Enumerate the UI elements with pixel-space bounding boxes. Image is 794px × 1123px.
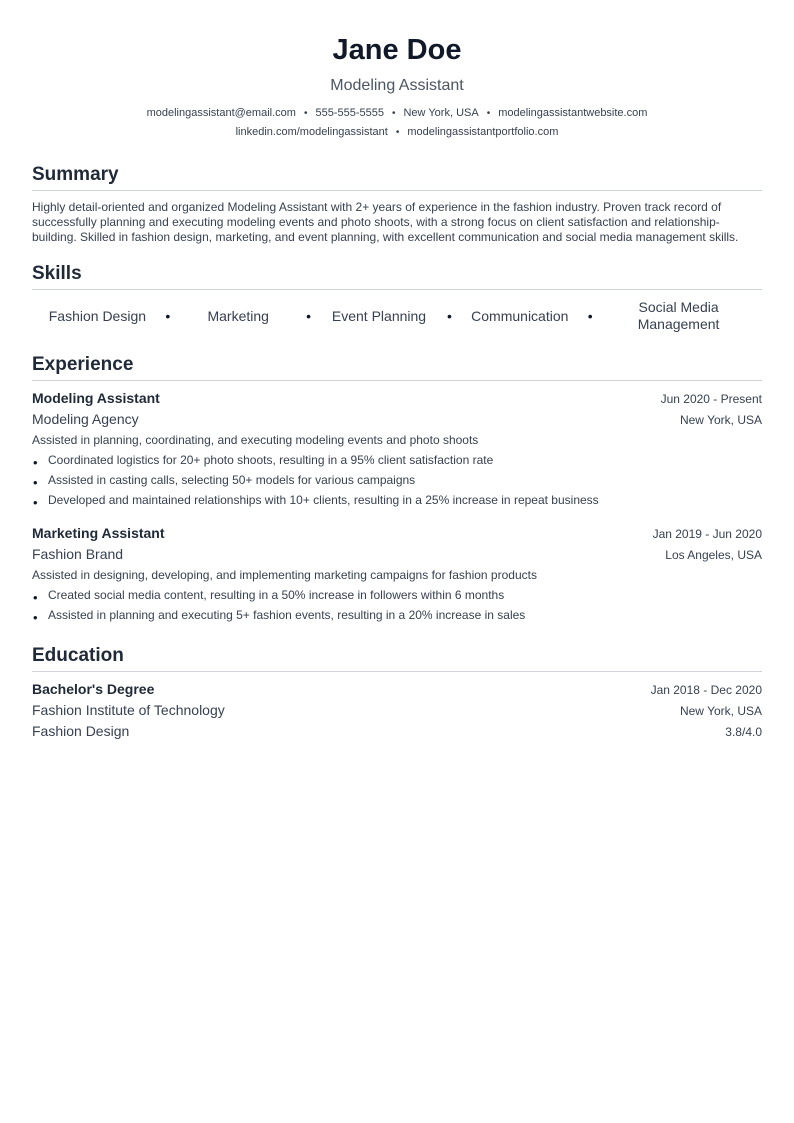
contact-separator: • (395, 127, 400, 138)
bullet-dot: • (33, 610, 38, 625)
website-link[interactable]: modelingassistantwebsite.com (498, 107, 648, 119)
list-item (32, 585, 762, 605)
job-dates: Jan 2019 - Jun 2020 (652, 527, 762, 541)
skill-separator: • (306, 308, 312, 324)
portfolio-link[interactable]: modelingassistantportfolio.com (407, 126, 559, 138)
experience-heading: Experience (32, 352, 762, 381)
degree-name: Bachelor's Degree (32, 681, 155, 697)
experience-section (32, 352, 762, 625)
achievement-text: Assisted in planning and executing 5+ fashion events, resulting in a 20% increase in sales (48, 608, 526, 622)
skills-list (32, 298, 762, 334)
summary-heading: Summary (32, 162, 762, 191)
job-location: Los Angeles, USA (665, 548, 762, 562)
job-title: Marketing Assistant (32, 525, 165, 541)
email-link[interactable]: modelingassistant@email.com (146, 107, 296, 119)
resume-page (32, 0, 762, 742)
skill-separator: • (587, 308, 593, 324)
candidate-title: Modeling Assistant (330, 77, 464, 94)
list-item (32, 490, 762, 510)
achievement-list (32, 585, 762, 625)
bullet-dot: • (33, 495, 38, 510)
experience-entry (32, 524, 762, 625)
bullet-dot: • (33, 475, 38, 490)
bullet-dot: • (33, 455, 38, 470)
location-text: New York, USA (403, 107, 479, 119)
field-of-study: Fashion Design (32, 723, 130, 739)
skill-item: Social Media Management (637, 299, 720, 332)
summary-section (32, 162, 762, 245)
company-name: Fashion Brand (32, 546, 124, 562)
experience-entry (32, 389, 762, 510)
company-name: Modeling Agency (32, 411, 139, 427)
skill-item: Communication (471, 307, 569, 324)
contact-separator: • (391, 108, 396, 119)
candidate-name: Jane Doe (332, 34, 462, 66)
list-item (32, 450, 762, 470)
education-section (32, 643, 762, 742)
education-entry (32, 680, 762, 742)
contact-line-1 (32, 104, 762, 123)
job-title: Modeling Assistant (32, 390, 160, 406)
contact-info (32, 104, 762, 142)
gpa-value: 3.8/4.0 (725, 725, 762, 739)
contact-separator: • (486, 108, 491, 119)
skill-separator: • (165, 308, 171, 324)
skill-item: Fashion Design (48, 307, 147, 324)
bullet-dot: • (33, 590, 38, 605)
school-location: New York, USA (679, 704, 762, 718)
contact-line-2 (32, 123, 762, 142)
skills-heading: Skills (32, 261, 762, 290)
education-dates: Jan 2018 - Dec 2020 (650, 683, 762, 697)
achievement-text: Developed and maintained relationships with 10+ clients, resulting in a 25% increase in repeat business (48, 493, 599, 507)
phone-number[interactable]: 555-555-5555 (315, 107, 384, 119)
achievement-list (32, 450, 762, 510)
job-location: New York, USA (679, 413, 762, 427)
education-heading: Education (32, 643, 762, 672)
job-dates: Jun 2020 - Present (660, 392, 762, 406)
achievement-text: Coordinated logistics for 20+ photo shoots, resulting in a 95% client satisfaction rate (48, 453, 494, 467)
skills-section (32, 261, 762, 334)
contact-separator: • (303, 108, 308, 119)
school-name: Fashion Institute of Technology (32, 702, 225, 718)
skill-item: Marketing (207, 307, 269, 324)
achievement-text: Created social media content, resulting in a 50% increase in followers within 6 months (48, 588, 505, 602)
skill-separator: • (446, 308, 452, 324)
list-item (32, 605, 762, 625)
job-description: Assisted in planning, coordinating, and executing modeling events and photo shoots (32, 433, 479, 447)
job-description: Assisted in designing, developing, and implementing marketing campaigns for fashion products (32, 568, 537, 582)
list-item (32, 470, 762, 490)
linkedin-link[interactable]: linkedin.com/modelingassistant (235, 126, 388, 138)
summary-text: Highly detail-oriented and organized Modeling Assistant with 2+ years of experience in the fashion industry. Proven track record of successfully planning and executing modeling events and photo shoots, with a strong focus on client satisfaction and relationship-building. Skilled in fashion design, marketing, and event planning, with excellent communication and social media management skills. (32, 200, 739, 244)
skill-item: Event Planning (331, 307, 427, 324)
achievement-text: Assisted in casting calls, selecting 50+ models for various campaigns (48, 473, 416, 487)
